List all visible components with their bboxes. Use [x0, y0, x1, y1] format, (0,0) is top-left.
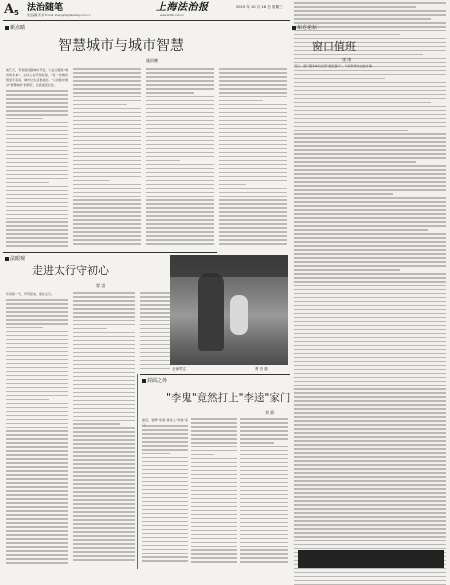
article-city-col4: [219, 68, 287, 250]
article-li-col3: [240, 418, 288, 567]
page-digit: 5: [14, 9, 19, 17]
editor-line: 责任编辑 郑 厦 E-mail: zhengsha@lawdaily.com.cn: [27, 14, 91, 17]
article-city-col3: [146, 68, 214, 250]
article-li-col1-lead: 最近，冒牌"李鬼"竟找上"李逵"家: [142, 418, 188, 422]
column-label-city: 新点睛: [5, 25, 25, 31]
divider-city-bottom: [3, 252, 217, 253]
article-original-col2: [73, 292, 135, 567]
column-label-original: 法眼观: [5, 256, 25, 262]
photo-caption: 全神贯注: [172, 367, 186, 371]
adjacent-page-strip: [292, 0, 450, 572]
article-city-col2: [73, 68, 141, 250]
column-label-window: 东方论坛: [292, 25, 317, 31]
article-original-col3: [140, 292, 170, 372]
divider-photo-li: [140, 374, 290, 375]
article-original-col1: [6, 299, 68, 567]
article-title-window: 窗口值班: [312, 40, 356, 53]
issue-date: 2019 年 10 月 16 日 星期三: [236, 5, 283, 9]
paper-name-logo: 上海法治报: [156, 2, 209, 13]
article-city-col1-body: [6, 90, 68, 250]
masthead-rule: [3, 20, 290, 21]
photo-crowd: [170, 255, 288, 277]
paper-url: www.shfzb.com.cn: [160, 14, 185, 17]
photo-figure-man: [198, 273, 224, 351]
section-title: 法治随笔: [27, 3, 64, 13]
article-city-col1: 前几天，笔者到丝路城市开会，大会主题是"城市的未来"。主持人在开场时说，"有一位城市规划专家讲，城市让生活更美好。"又讲到中国对"智慧城市"的研究，让我深受启发。: [6, 68, 68, 87]
article-title-li: "李鬼"竟然打上"李逵"家门: [166, 392, 291, 404]
byline-window: 康 康: [342, 57, 352, 62]
article-title-city: 智慧城市与城市智慧: [58, 38, 184, 54]
photo-figure-child: [230, 295, 248, 335]
news-photo: [170, 255, 288, 365]
photo-credit: 曹 杰 摄: [255, 367, 268, 371]
article-original-col1-lead: 年初的一天，早早起来，前往太行。: [6, 292, 55, 296]
article-title-original: 走进太行守初心: [32, 264, 109, 277]
byline-original: 翟 睿: [96, 283, 106, 288]
byline-li: 刘 鼎: [265, 410, 275, 415]
adjacent-footer-box: [298, 550, 444, 568]
article-li-col2: [191, 418, 237, 567]
page-number-badge: [4, 3, 26, 17]
byline-city: 施训鹏: [146, 58, 158, 63]
article-li-col1: [142, 425, 188, 567]
column-label-li: 封面之外: [142, 378, 167, 384]
divider-original-li: [137, 374, 138, 569]
article-window-lead: 近日，窗口服务单位启用"值班窗口"，午间和周末也能办事。: [294, 64, 375, 68]
page-letter: A: [4, 2, 15, 17]
adjacent-page-text: [294, 2, 446, 550]
